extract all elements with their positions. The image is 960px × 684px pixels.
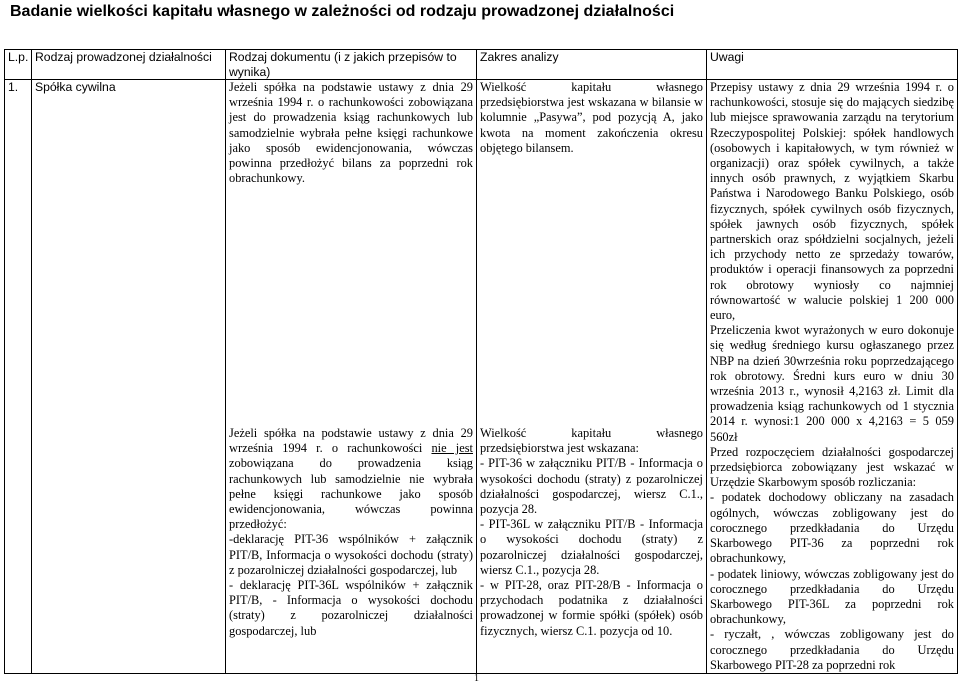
header-notes: Uwagi — [707, 50, 958, 80]
header-analysis-scope: Zakres analizy — [477, 50, 707, 80]
header-document-type: Rodzaj dokumentu (i z jakich przepisów to wynika) — [226, 50, 477, 80]
doc2-text-rest: zobowiązana do prowadzenia ksiąg rachunkowych lub samodzielnie nie wybrała pełne księgi rachunkowe jako sposób ewidencjonowania, wówczas powinna przedłożyć: -deklarację PIT-36 wspólników + załącznik PIT/B, Informacja o wysokości dochodu (straty) z pozarolniczej działalności gospodarczej, lub - deklarację PIT-36L wspólników + załącznik PIT/B, - Informacja o wysokości dochodu (straty) z pozarolniczej działalności gospodarczej, lub — [229, 456, 473, 638]
doc2-text-start: Jeżeli spółka na podstawie ustawy z dnia 29 września 1994 r. o rachunkowości — [229, 426, 473, 456]
analysis-scope-cell — [477, 80, 707, 674]
scope-balance-sheet: Wielkość kapitału własnego przedsiębiorstwa jest wskazana w bilansie w kolumnie „Pasywa”, pod pozycją A, jako kwota na moment zakończenia okresu objętego bilansem. — [480, 80, 703, 155]
document-title: Badanie wielkości kapitału własnego w zależności od rodzaju prowadzonej działalności — [10, 3, 675, 20]
notes-tax-settlement: Przed rozpoczęciem działalności gospodarczej przedsiębiorca zobowiązany jest wskazać w Urzędzie Skarbowym sposób rozliczania: - podatek dochodowy obliczany na zasadach ogólnych, wówczas zobligowany jest do corocznego przedkładania do Urzędu Skarbowego PIT-36 za poprzedni rok obrachunkowy, - podatek liniowy, wówczas zobligowany jest do corocznego przedkładania do Urzędu Skarbowego PIT-36L za poprzedni rok obrachunkowy, - ryczałt, , wówczas zobligowany jest do corocznego przedkładania do Urzędu Skarbowego PIT-28 za poprzedni rok — [710, 444, 954, 672]
scope-tax-returns: Wielkość kapitału własnego przedsiębiorstwa jest wskazana: - PIT-36 w załączniku PIT/B - Informacja o wysokości dochodu (straty) z pozarolniczej działalności gospodarczej, wiersz C.1., pozycja 28. - PIT-36L w załączniku PIT/B - Informacja o wysokości dochodu (straty) z pozarolniczej działalności gospodarczej, wiersz C.1., pozycja 28. - w PIT-28, oraz PIT-28/B - Informacja o przychodach podatnika z działalności prowadzonej w formie spółki (spółek) osób fizycznych, wiersz C.1. pozycja od 10. — [480, 426, 703, 638]
header-lp: L.p. — [5, 50, 32, 80]
page-number: 1 — [474, 673, 479, 684]
document-type-cell — [226, 80, 477, 674]
row-number: 1. — [5, 80, 32, 674]
notes-cell — [707, 80, 958, 674]
table-header-row — [5, 50, 958, 80]
table-row — [5, 80, 958, 674]
notes-accounting-act: Przepisy ustawy z dnia 29 września 1994 r. o rachunkowości, stosuje się do mających siedzibę lub miejsce sprawowania zarządu na terytorium Rzeczypospolitej Polskiej: spółek handlowych (osobowych i kapitałowych, w tym również w organizacji) oraz spółek cywilnych, a także innych osób prawnych, z wyjątkiem Skarbu Państwa i Narodowego Banku Polskiego, osób fizycznych, spółek cywilnych osób fizycznych, spółek jawnych osób fizycznych, spółek partnerskich oraz spółdzielni socjalnych, jeżeli ich przychody netto ze sprzedaży towarów, produktów i operacji finansowych za poprzedni rok obrotowy wyniosły co najmniej równowartość w walucie polskiej 1 200 000 euro, Przeliczenia kwot wyrażonych w euro dokonuje się według średniego kursu ogłaszanego przez NBP na dzień 30września roku poprzedzającego rok obrotowy. Średni kurs euro w dniu 30 września 2013 r., wynosił 4,2163 zł. Limit dla prowadzenia ksiąg rachunkowych od 1 stycznia 2014 r. wynosi:1 200 000 x 4,2163 = 5 059 560zł — [710, 80, 954, 444]
doc2-underlined-text: nie jest — [431, 441, 473, 456]
activity-type-cell: Spółka cywilna — [32, 80, 226, 674]
document-requirement-tax-returns — [229, 426, 473, 639]
analysis-table — [4, 49, 958, 674]
header-activity-type: Rodzaj prowadzonej działalności — [32, 50, 226, 80]
document-requirement-balance-sheet: Jeżeli spółka na podstawie ustawy z dnia 29 września 1994 r. o rachunkowości zobowiązana jest do prowadzenia ksiąg rachunkowych lub samodzielnie wybrała pełne księgi rachunkowe jako sposób ewidencjonowania, wówczas powinna przedłożyć bilans za poprzedni rok obrachunkowy. — [229, 80, 473, 186]
